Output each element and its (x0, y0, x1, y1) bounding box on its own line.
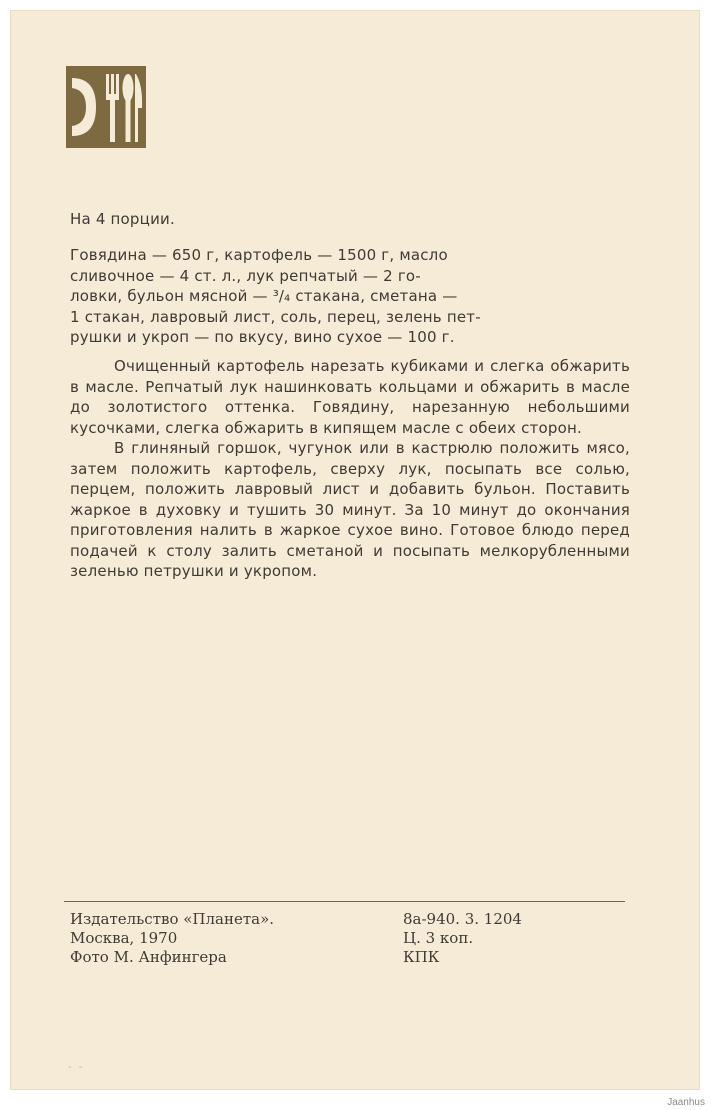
cooking-method (70, 356, 630, 582)
publisher-info (70, 910, 274, 967)
imprint-divider (64, 901, 625, 902)
ingredients-line: Говядина — 650 г, картофель — 1500 г, масло (70, 246, 448, 264)
print-code-line: 8а-940. 3. 1204 (403, 910, 522, 928)
publisher-line: Фото М. Анфингера (70, 948, 227, 966)
plate-fork-spoon-knife-icon (66, 66, 146, 148)
print-code-line: Ц. 3 коп. (403, 929, 474, 947)
print-code-line: КПК (403, 948, 440, 966)
publisher-line: Москва, 1970 (70, 929, 178, 947)
print-codes (403, 910, 522, 967)
publisher-line: Издательство «Планета». (70, 910, 275, 928)
corner-mark: - - (68, 1062, 85, 1073)
ingredients-list (70, 245, 630, 348)
ingredients-line: ловки, бульон мясной — ³/₄ стакана, сметана — (70, 287, 458, 305)
ingredients-line: рушки и укроп — по вкусу, вино сухое — 100 г. (70, 328, 455, 346)
servings-label: На 4 порции. (70, 210, 175, 228)
method-paragraph: В глиняный горшок, чугунок или в кастрюлю положить мясо, затем положить картофель, сверху лук, посыпать все солью, перцем, положить лавровый лист и добавить бульон. Поставить жаркое в духовку и тушить 30 минут. За 10 минут до окончания приготовления налить в жаркое сухое вино. Готовое блюдо перед подачей к столу залить сметаной и посыпать мелкорубленными зеленью петрушки и укропом. (70, 439, 630, 580)
watermark-label: Jaanhus (667, 1097, 705, 1108)
postcard-back (10, 10, 700, 1090)
ingredients-line: сливочное — 4 ст. л., лук репчатый — 2 го- (70, 266, 421, 285)
method-paragraph: Очищенный картофель нарезать кубиками и слегка обжарить в масле. Репчатый лук нашинковать кольцами и обжарить в масле до золотистого оттенка. Говядину, нарезанную небольшими кусочками, слегка обжарить в кипящем масле с обеих сторон. (70, 357, 630, 437)
ingredients-line: 1 стакан, лавровый лист, соль, перец, зелень пет- (70, 307, 481, 326)
